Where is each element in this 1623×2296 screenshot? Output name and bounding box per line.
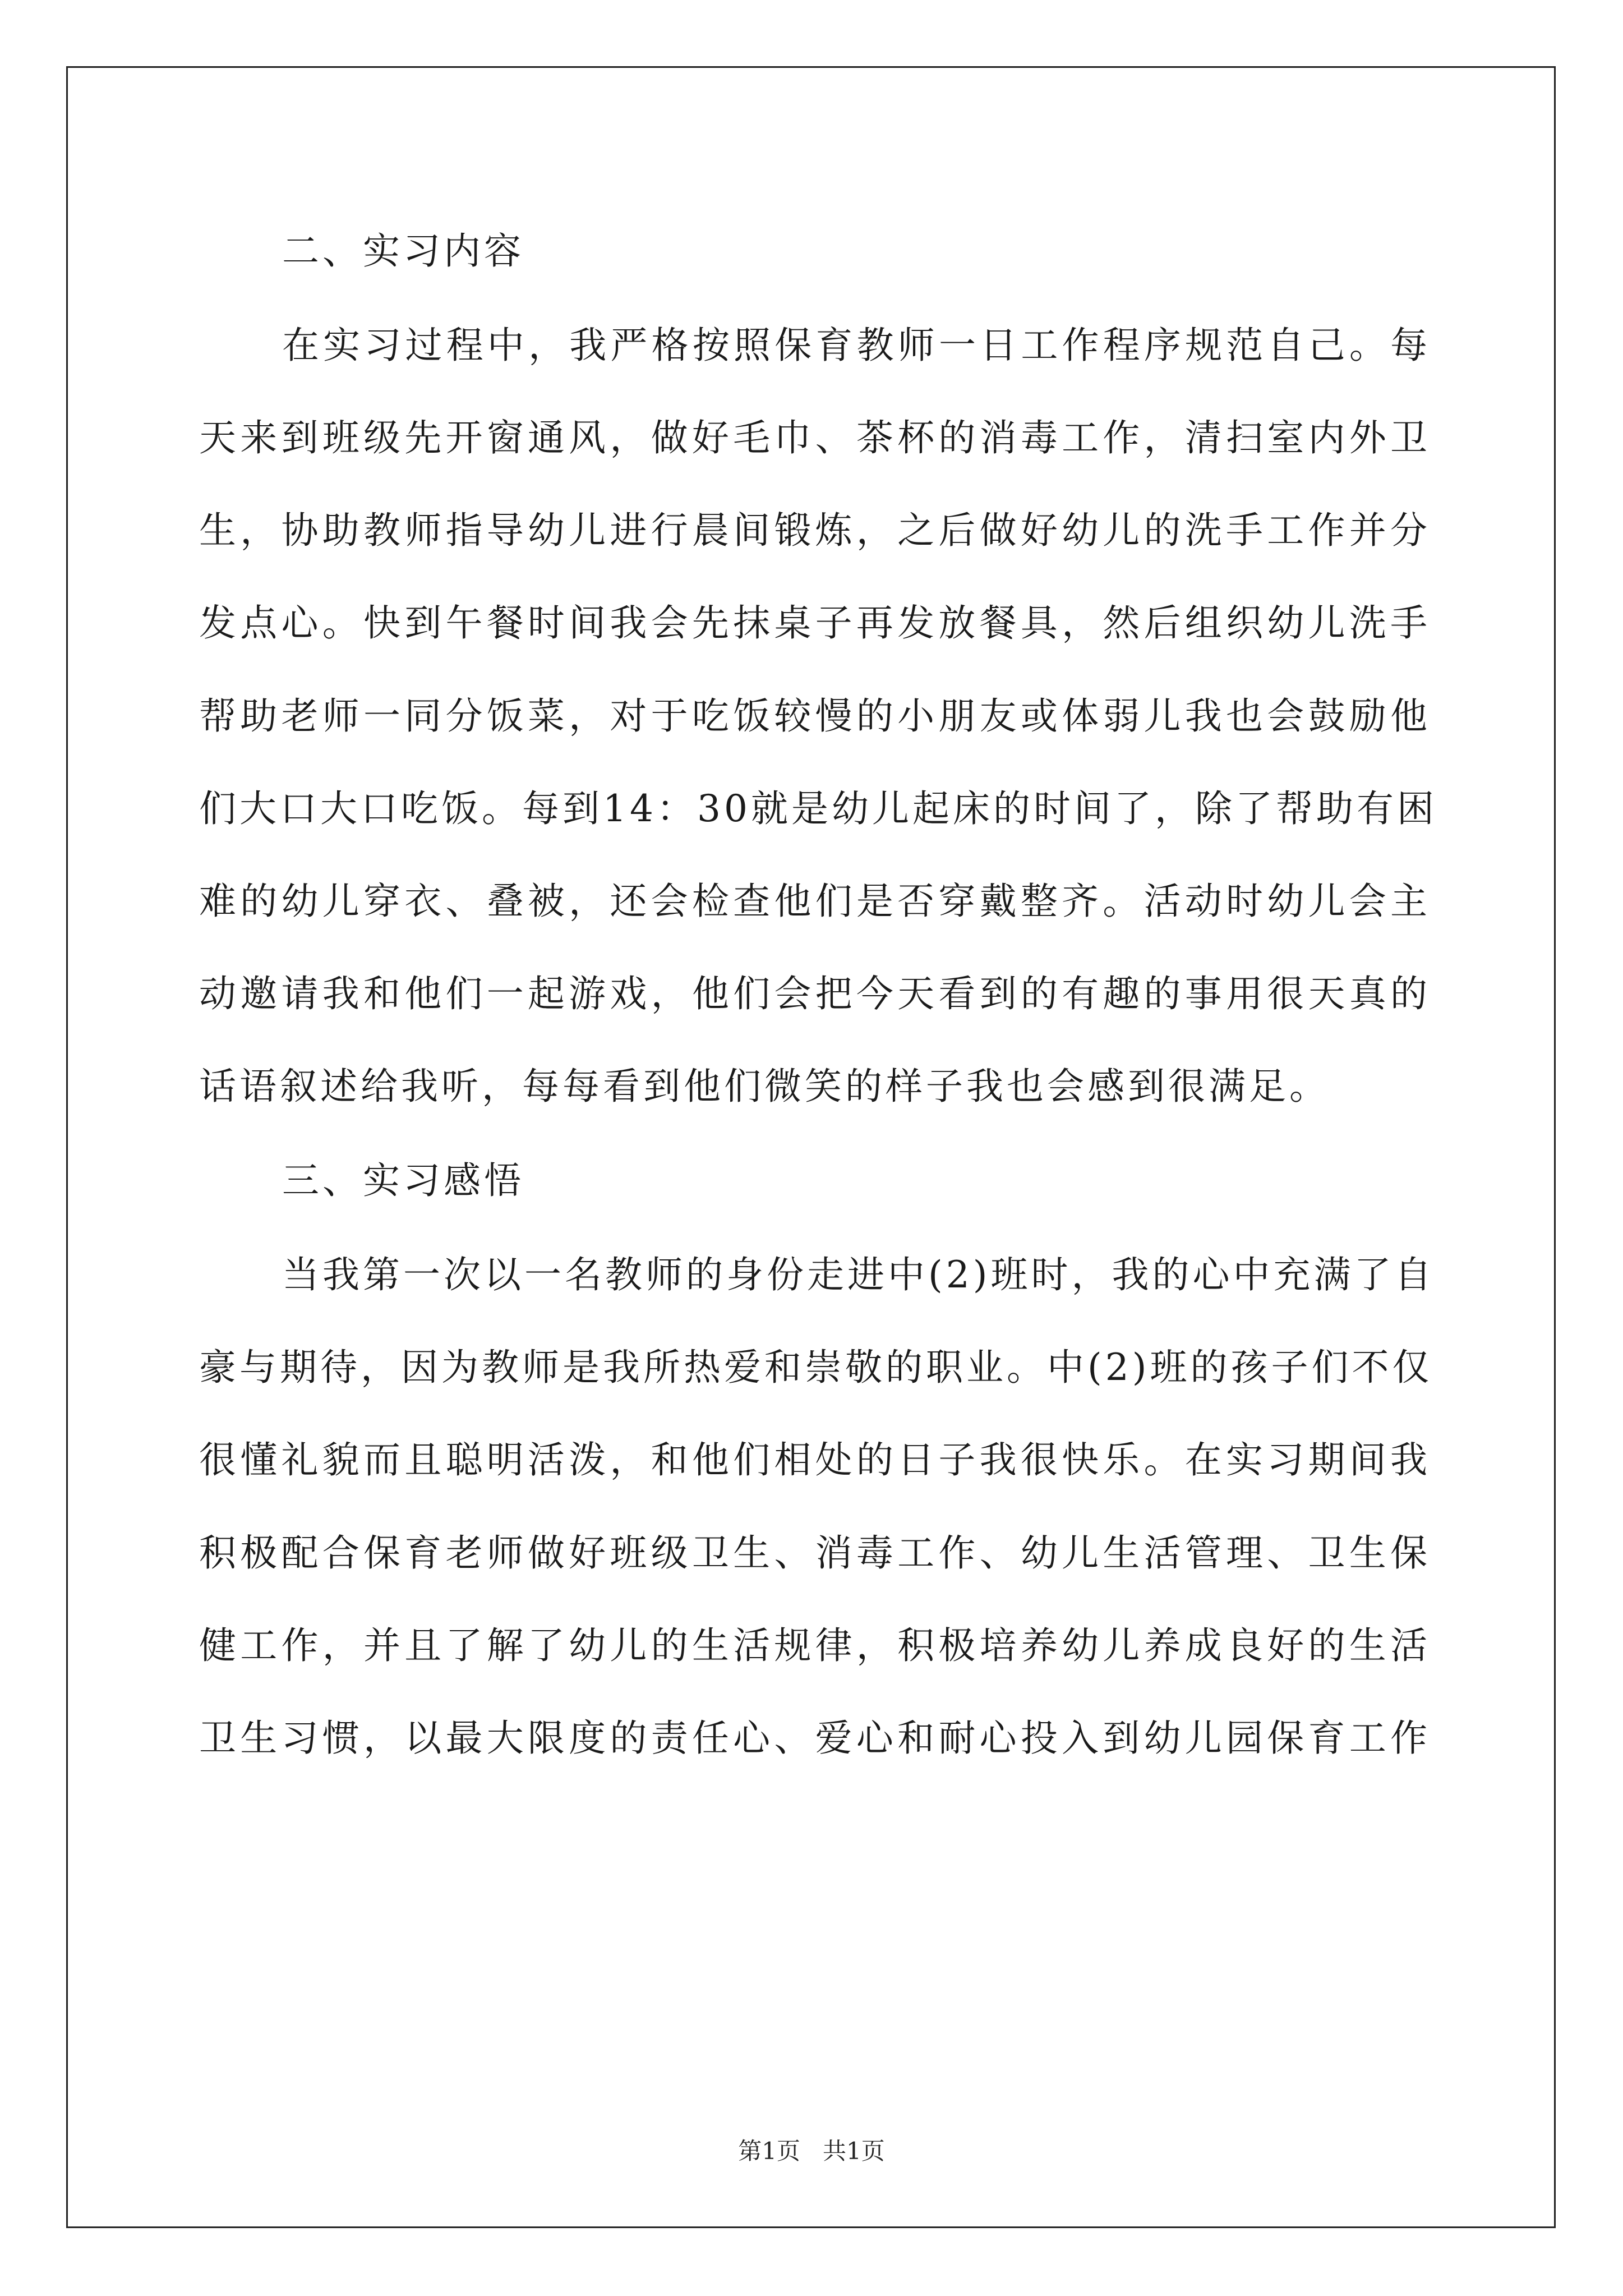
- page-count: 共1页: [823, 2137, 885, 2165]
- paragraph-line: 积极配合保育老师做好班级卫生、消毒工作、幼儿生活管理、卫生保: [199, 1531, 1431, 1575]
- paragraph-line: 生，协助教师指导幼儿进行晨间锻炼，之后做好幼儿的洗手工作并分: [199, 509, 1431, 552]
- section-heading: 二、实习内容: [282, 229, 524, 273]
- page-number: 第1页: [738, 2137, 800, 2165]
- paragraph-line: 难的幼儿穿衣、叠被，还会检查他们是否穿戴整齐。活动时幼儿会主: [199, 880, 1431, 923]
- section-heading: 三、实习感悟: [282, 1159, 524, 1202]
- paragraph-line: 卫生习惯，以最大限度的责任心、爱心和耐心投入到幼儿园保育工作: [199, 1717, 1431, 1760]
- paragraph-line: 们大口大口吃饭。每到14：30就是幼儿起床的时间了，除了帮助有困: [199, 787, 1437, 830]
- paragraph-line: 健工作，并且了解了幼儿的生活规律，积极培养幼儿养成良好的生活: [199, 1624, 1431, 1667]
- paragraph-line: 天来到班级先开窗通风，做好毛巾、茶杯的消毒工作，清扫室内外卫: [199, 416, 1431, 459]
- paragraph-line: 在实习过程中，我严格按照保育教师一日工作程序规范自己。每: [282, 324, 1431, 367]
- page-footer: [0, 2139, 1623, 2163]
- paragraph-line: 帮助老师一同分饭菜，对于吃饭较慢的小朋友或体弱儿我也会鼓励他: [199, 694, 1431, 738]
- paragraph-line: 发点心。快到午餐时间我会先抹桌子再发放餐具，然后组织幼儿洗手: [199, 601, 1431, 645]
- paragraph-line: 动邀请我和他们一起游戏，他们会把今天看到的有趣的事用很天真的: [199, 972, 1431, 1015]
- paragraph-line: 豪与期待，因为教师是我所热爱和崇敬的职业。中(2)班的孩子们不仅: [199, 1346, 1433, 1389]
- paragraph-line: 很懂礼貌而且聪明活泼，和他们相处的日子我很快乐。在实习期间我: [199, 1438, 1431, 1481]
- paragraph-line: 话语叙述给我听，每每看到他们微笑的样子我也会感到很满足。: [199, 1065, 1330, 1108]
- page-border: [66, 66, 1556, 2228]
- paragraph-line: 当我第一次以一名教师的身份走进中(2)班时，我的心中充满了自: [282, 1253, 1435, 1296]
